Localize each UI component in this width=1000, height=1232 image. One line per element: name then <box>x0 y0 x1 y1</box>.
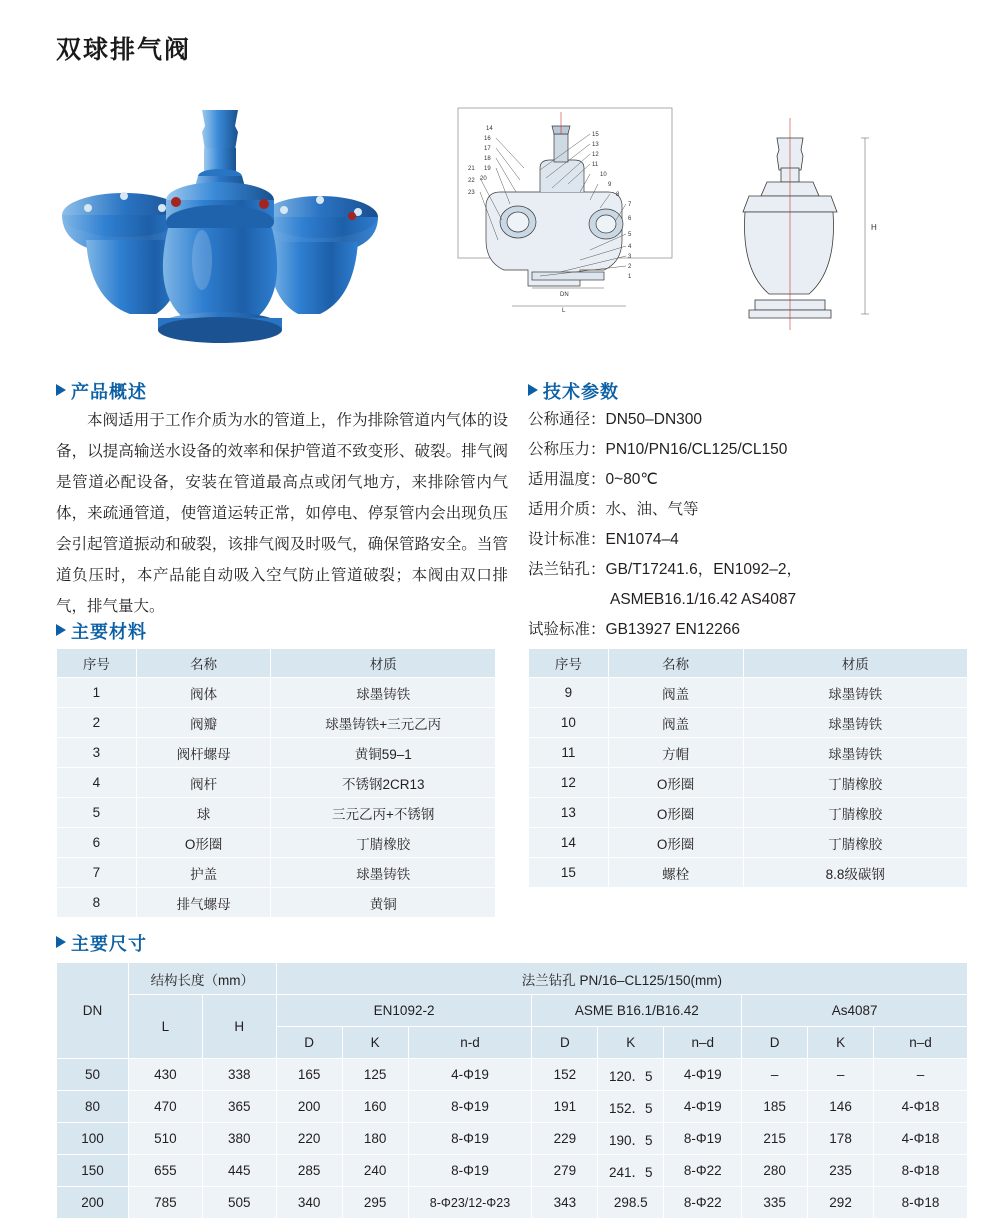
cell-nd-en: 8-Φ19 <box>408 1123 532 1155</box>
svg-text:18: 18 <box>484 156 491 162</box>
tech-value: 0~80℃ <box>605 471 658 488</box>
page-title: 双球排气阀 <box>56 36 192 64</box>
cell-no: 3 <box>57 738 137 768</box>
svg-text:15: 15 <box>592 132 599 138</box>
col-header-K-asme: K <box>598 1027 664 1059</box>
cell-name: 阀体 <box>136 678 271 708</box>
cell-name: 阀杆螺母 <box>136 738 271 768</box>
cell-K-en: 180 <box>342 1123 408 1155</box>
col-header-D-en: D <box>276 1027 342 1059</box>
dim-header-row-1 <box>57 963 968 995</box>
cell-material: 丁腈橡胶 <box>743 768 967 798</box>
cell-D-as: 185 <box>742 1091 808 1123</box>
svg-text:DN: DN <box>560 292 569 298</box>
cell-material: 球墨铸铁+三元乙丙 <box>271 708 496 738</box>
tech-row <box>528 465 968 495</box>
table-row <box>57 828 496 858</box>
tech-params-list <box>528 405 968 645</box>
cell-material: 球墨铸铁 <box>743 738 967 768</box>
svg-text:L: L <box>562 308 566 314</box>
tech-value: 水、油、气等 <box>605 501 699 518</box>
material-table-right <box>528 648 968 888</box>
cell-material: 丁腈橡胶 <box>743 798 967 828</box>
table-row <box>57 1123 968 1155</box>
cell-nd-as: 4-Φ18 <box>874 1123 968 1155</box>
cell-K-as: – <box>808 1059 874 1091</box>
cell-H: 365 <box>202 1091 276 1123</box>
dimension-table <box>56 962 968 1219</box>
cell-nd-asme: 8-Φ19 <box>664 1123 742 1155</box>
col-header-nd-as: n–d <box>874 1027 968 1059</box>
cell-nd-as: – <box>874 1059 968 1091</box>
cell-H: 505 <box>202 1187 276 1219</box>
col-header-as4087: As4087 <box>742 995 968 1027</box>
tech-value: EN1074–4 <box>605 531 679 548</box>
cell-nd-asme: 4-Φ19 <box>664 1091 742 1123</box>
cell-dn: 80 <box>57 1091 129 1123</box>
svg-text:4: 4 <box>628 244 632 250</box>
table-row <box>57 1187 968 1219</box>
cell-name: 方帽 <box>608 738 743 768</box>
cell-K-asme: 298.5 <box>598 1187 664 1219</box>
cell-name: O形圈 <box>608 768 743 798</box>
side-elevation-drawing <box>715 102 895 352</box>
cell-nd-en: 8-Φ23/12-Φ23 <box>408 1187 532 1219</box>
col-header-D-asme: D <box>532 1027 598 1059</box>
svg-text:13: 13 <box>592 142 599 148</box>
col-header-D-as: D <box>742 1027 808 1059</box>
cell-D-asme: 191 <box>532 1091 598 1123</box>
col-header-length-group: 结构长度（mm） <box>128 963 276 995</box>
cell-K-en: 125 <box>342 1059 408 1091</box>
cell-K-asme: 241．5 <box>598 1155 664 1187</box>
col-header-no: 序号 <box>57 649 137 678</box>
table-header-row <box>529 649 968 678</box>
cell-no: 11 <box>529 738 609 768</box>
cell-D-en: 285 <box>276 1155 342 1187</box>
cell-nd-en: 8-Φ19 <box>408 1091 532 1123</box>
table-row <box>57 678 496 708</box>
col-header-K-en: K <box>342 1027 408 1059</box>
tech-row <box>528 525 968 555</box>
svg-text:9: 9 <box>608 182 612 188</box>
table-row <box>529 708 968 738</box>
dim-header-row-2 <box>57 995 968 1027</box>
cell-dn: 50 <box>57 1059 129 1091</box>
cell-K-as: 178 <box>808 1123 874 1155</box>
table-row <box>529 738 968 768</box>
cell-D-as: – <box>742 1059 808 1091</box>
tech-heading: 技术参数 <box>528 378 619 404</box>
table-header-row <box>57 649 496 678</box>
triangle-bullet-icon <box>56 936 66 948</box>
table-row <box>529 858 968 888</box>
tech-row <box>528 405 968 435</box>
col-header-L: L <box>128 995 202 1059</box>
tech-value: GB13927 EN12266 <box>605 621 740 638</box>
cell-material: 黄铜59–1 <box>271 738 496 768</box>
svg-text:3: 3 <box>628 254 632 260</box>
tech-row <box>528 555 968 585</box>
cell-nd-asme: 8-Φ22 <box>664 1187 742 1219</box>
table-row <box>57 1059 968 1091</box>
svg-text:22: 22 <box>468 178 475 184</box>
cell-no: 4 <box>57 768 137 798</box>
triangle-bullet-icon <box>56 384 66 396</box>
cell-D-as: 335 <box>742 1187 808 1219</box>
cell-L: 510 <box>128 1123 202 1155</box>
tech-key: 设计标准： <box>528 531 606 548</box>
table-row <box>529 768 968 798</box>
cell-L: 785 <box>128 1187 202 1219</box>
table-row <box>57 1091 968 1123</box>
cell-name: O形圈 <box>608 798 743 828</box>
svg-text:14: 14 <box>486 126 493 132</box>
cell-name: 护盖 <box>136 858 271 888</box>
svg-text:19: 19 <box>484 166 491 172</box>
cell-D-en: 165 <box>276 1059 342 1091</box>
cell-H: 380 <box>202 1123 276 1155</box>
cell-material: 球墨铸铁 <box>743 708 967 738</box>
cell-name: 阀瓣 <box>136 708 271 738</box>
tech-key: 公称压力： <box>528 441 606 458</box>
cell-K-en: 160 <box>342 1091 408 1123</box>
tech-row <box>528 435 968 465</box>
tech-row <box>528 615 968 645</box>
cell-nd-asme: 4-Φ19 <box>664 1059 742 1091</box>
cell-D-en: 220 <box>276 1123 342 1155</box>
tech-key: 法兰钻孔： <box>528 561 606 578</box>
table-row <box>57 798 496 828</box>
table-row <box>57 888 496 918</box>
overview-text: 本阀适用于工作介质为水的管道上，作为排除管道内气体的设备，以提高输送水设备的效率和保护管道不致变形、破裂。排气阀是管道必配设备，安装在管道最高点或闭气地方，来排除管内气体，来疏通管道，使管道运转正常，如停电、停泵管内会出现负压会引起管道振动和破裂，该排气阀及时吸气，确保管路安全。当管道负压时，本产品能自动吸入空气防止管道破裂；本阀由双口排气，排气量大。 <box>56 412 508 615</box>
table-row <box>529 678 968 708</box>
svg-text:16: 16 <box>484 136 491 142</box>
col-header-flange-group: 法兰钻孔 PN/16–CL125/150(mm) <box>276 963 967 995</box>
svg-text:8: 8 <box>616 192 620 198</box>
table-row <box>57 708 496 738</box>
material-table-left <box>56 648 496 918</box>
cell-L: 470 <box>128 1091 202 1123</box>
cell-material: 三元乙丙+不锈钢 <box>271 798 496 828</box>
tech-value: ASMEB16.1/16.42 AS4087 <box>610 591 797 608</box>
cell-L: 430 <box>128 1059 202 1091</box>
table-row <box>57 858 496 888</box>
col-header-material: 材质 <box>743 649 967 678</box>
col-header-K-as: K <box>808 1027 874 1059</box>
table-row <box>529 798 968 828</box>
cell-K-as: 235 <box>808 1155 874 1187</box>
product-photo <box>52 90 402 358</box>
cell-name: 球 <box>136 798 271 828</box>
cell-name: 阀杆 <box>136 768 271 798</box>
svg-text:10: 10 <box>600 172 607 178</box>
cell-material: 丁腈橡胶 <box>743 828 967 858</box>
cell-nd-as: 8-Φ18 <box>874 1187 968 1219</box>
svg-text:20: 20 <box>480 176 487 182</box>
cell-material: 8.8级碳钢 <box>743 858 967 888</box>
cell-D-en: 200 <box>276 1091 342 1123</box>
cell-material: 球墨铸铁 <box>271 678 496 708</box>
cell-nd-en: 8-Φ19 <box>408 1155 532 1187</box>
cell-K-as: 292 <box>808 1187 874 1219</box>
col-header-dn: DN <box>57 963 129 1059</box>
cell-material: 球墨铸铁 <box>743 678 967 708</box>
cell-nd-asme: 8-Φ22 <box>664 1155 742 1187</box>
cell-dn: 150 <box>57 1155 129 1187</box>
svg-text:6: 6 <box>628 216 632 222</box>
sectional-drawing <box>440 100 710 350</box>
cell-name: 阀盖 <box>608 708 743 738</box>
col-header-name: 名称 <box>608 649 743 678</box>
dimension-heading: 主要尺寸 <box>56 930 147 956</box>
cell-no: 6 <box>57 828 137 858</box>
cell-K-en: 240 <box>342 1155 408 1187</box>
cell-nd-as: 8-Φ18 <box>874 1155 968 1187</box>
height-dimension-label: H <box>871 223 877 232</box>
cell-dn: 100 <box>57 1123 129 1155</box>
cell-name: 阀盖 <box>608 678 743 708</box>
svg-text:17: 17 <box>484 146 491 152</box>
col-header-no: 序号 <box>529 649 609 678</box>
col-header-asme: ASME B16.1/B16.42 <box>532 995 742 1027</box>
tech-key: 公称通径： <box>528 411 606 428</box>
cell-D-asme: 152 <box>532 1059 598 1091</box>
cell-K-as: 146 <box>808 1091 874 1123</box>
svg-text:1: 1 <box>628 274 632 280</box>
col-header-material: 材质 <box>271 649 496 678</box>
svg-text:21: 21 <box>468 166 475 172</box>
cell-dn: 200 <box>57 1187 129 1219</box>
col-header-en1092: EN1092-2 <box>276 995 532 1027</box>
table-row <box>529 828 968 858</box>
tech-key: 适用介质： <box>528 501 606 518</box>
tech-row <box>528 495 968 525</box>
table-row <box>57 768 496 798</box>
svg-text:23: 23 <box>468 190 475 196</box>
cell-name: O形圈 <box>608 828 743 858</box>
cell-nd-as: 4-Φ18 <box>874 1091 968 1123</box>
col-header-nd-en: n-d <box>408 1027 532 1059</box>
cell-D-asme: 343 <box>532 1187 598 1219</box>
cell-no: 1 <box>57 678 137 708</box>
cell-name: 螺栓 <box>608 858 743 888</box>
cell-K-asme: 190．5 <box>598 1123 664 1155</box>
cell-H: 445 <box>202 1155 276 1187</box>
cell-no: 7 <box>57 858 137 888</box>
cell-H: 338 <box>202 1059 276 1091</box>
svg-text:7: 7 <box>628 202 632 208</box>
tech-key: 适用温度： <box>528 471 606 488</box>
cell-no: 13 <box>529 798 609 828</box>
cell-K-asme: 152．5 <box>598 1091 664 1123</box>
svg-text:2: 2 <box>628 264 632 270</box>
tech-value: DN50–DN300 <box>605 411 703 428</box>
cell-D-asme: 229 <box>532 1123 598 1155</box>
tech-value: PN10/PN16/CL125/CL150 <box>605 441 788 458</box>
cell-nd-en: 4-Φ19 <box>408 1059 532 1091</box>
table-row <box>57 1155 968 1187</box>
cell-no: 12 <box>529 768 609 798</box>
svg-text:5: 5 <box>628 232 632 238</box>
table-row <box>57 738 496 768</box>
cell-L: 655 <box>128 1155 202 1187</box>
svg-text:12: 12 <box>592 152 599 158</box>
triangle-bullet-icon <box>56 624 66 636</box>
svg-text:11: 11 <box>592 162 599 168</box>
triangle-bullet-icon <box>528 384 538 396</box>
figure-band <box>0 72 1000 362</box>
cell-no: 2 <box>57 708 137 738</box>
cell-D-asme: 279 <box>532 1155 598 1187</box>
col-header-H: H <box>202 995 276 1059</box>
cell-material: 不锈钢2CR13 <box>271 768 496 798</box>
cell-name: O形圈 <box>136 828 271 858</box>
tech-key: 试验标准： <box>528 621 606 638</box>
tech-value: GB/T17241.6，EN1092–2， <box>605 561 802 578</box>
cell-K-asme: 120．5 <box>598 1059 664 1091</box>
cell-no: 5 <box>57 798 137 828</box>
col-header-name: 名称 <box>136 649 271 678</box>
cell-D-as: 215 <box>742 1123 808 1155</box>
cell-no: 8 <box>57 888 137 918</box>
cell-K-en: 295 <box>342 1187 408 1219</box>
cell-material: 球墨铸铁 <box>271 858 496 888</box>
tech-row-continuation <box>528 585 968 615</box>
cell-D-en: 340 <box>276 1187 342 1219</box>
cell-material: 黄铜 <box>271 888 496 918</box>
col-header-nd-asme: n–d <box>664 1027 742 1059</box>
cell-no: 10 <box>529 708 609 738</box>
cell-no: 9 <box>529 678 609 708</box>
cell-D-as: 280 <box>742 1155 808 1187</box>
cell-name: 排气螺母 <box>136 888 271 918</box>
cell-material: 丁腈橡胶 <box>271 828 496 858</box>
overview-heading: 产品概述 <box>56 378 147 404</box>
cell-no: 15 <box>529 858 609 888</box>
material-heading: 主要材料 <box>56 618 147 644</box>
cell-no: 14 <box>529 828 609 858</box>
